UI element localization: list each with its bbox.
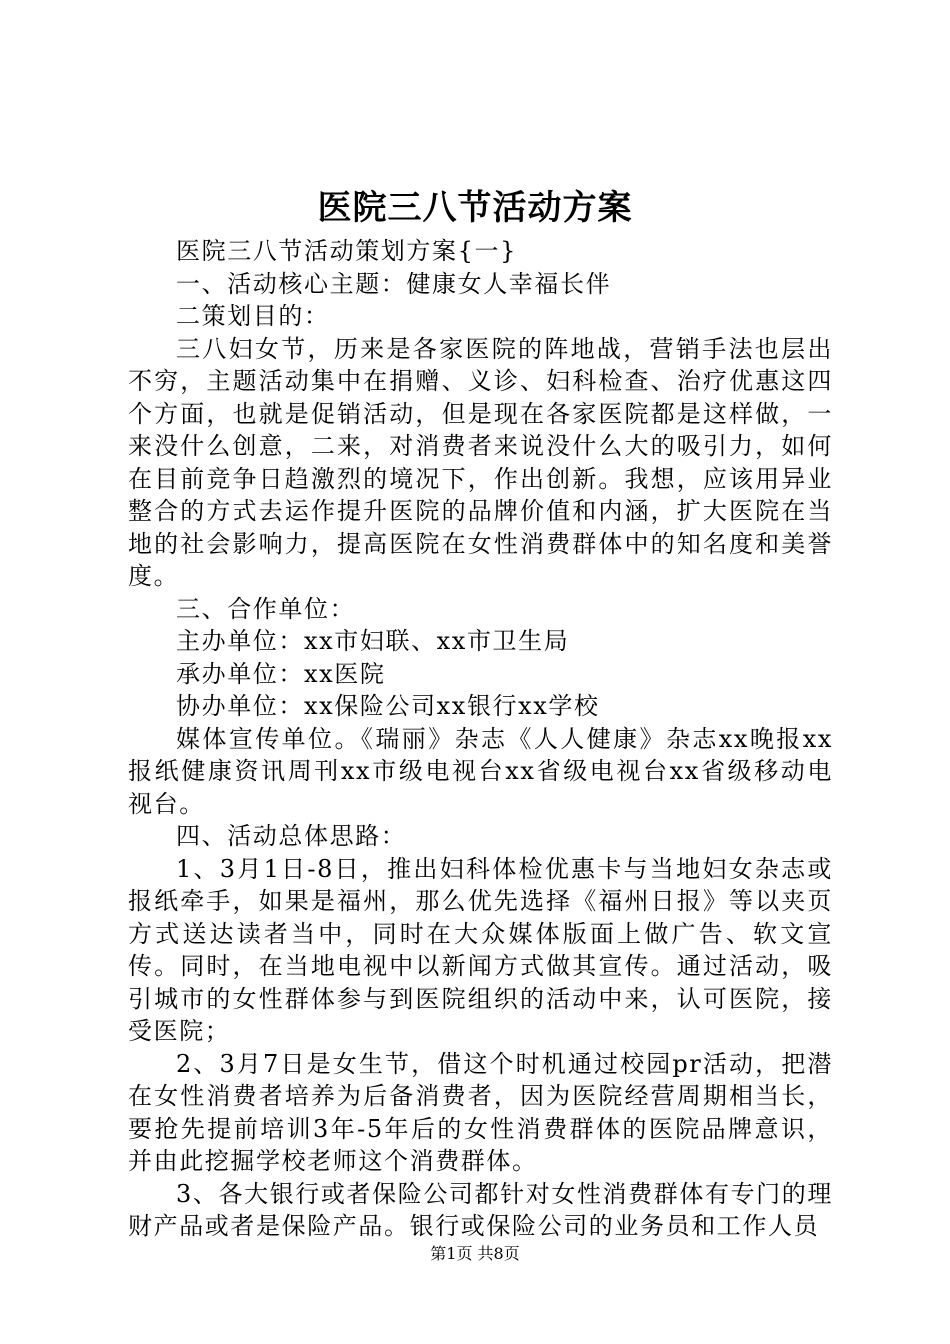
paragraph-media: 媒体宣传单位。《瑞丽》杂志《人人健康》杂志xx晚报xx报纸健康资讯周刊xx市级电视台xx省级电视台xx省级移动电视台。 [128, 724, 833, 818]
paragraph-co-organizer: 协办单位：xx保险公司xx银行xx学校 [176, 692, 600, 720]
paragraph-organizer: 主办单位：xx市妇联、xx市卫生局 [176, 627, 570, 655]
paragraph-approach-item-3: 3、各大银行或者保险公司都针对女性消费群体有专门的理财产品或者是保险产品。银行或保险公司的业务员和工作人员 [128, 1179, 833, 1240]
paragraph-host: 承办单位：xx医院 [176, 659, 386, 688]
paragraph-partners-heading: 三、合作单位： [176, 594, 356, 623]
document-title: 医院三八节活动方案 [317, 188, 633, 228]
paragraph-approach-item-2: 2、3月7日是女生节，借这个时机通过校园pr活动，把潜在女性消费者培养为后备消费者，因为医院经营周期相当长，要抢先提前培训3年-5年后的女性消费群体的医院品牌意识，并由此挖掘学校老师这个消费群体。 [128, 1049, 833, 1175]
paragraph-core-theme: 一、活动核心主题：健康女人幸福长伴 [176, 269, 612, 298]
paragraph-purpose-heading: 二策划目的： [176, 302, 330, 330]
paragraph-plan-heading: 医院三八节活动策划方案{一} [176, 237, 517, 265]
page-footer: 第1页 共8页 [430, 1244, 520, 1263]
document-body [128, 235, 833, 1243]
paragraph-approach-heading: 四、活动总体思路： [176, 822, 407, 850]
paragraph-approach-item-1: 1、3月1日-8日，推出妇科体检优惠卡与当地妇女杂志或报纸牵手，如果是福州，那么优先选择《福州日报》等以夹页方式送达读者当中，同时在大众媒体版面上做广告、软文宣传。同时，在当地电视中以新闻方式做其宣传。通过活动，吸引城市的女性群体参与到医院组织的活动中来，认可医院，接受医院； [128, 854, 833, 1045]
paragraph-purpose-text: 三八妇女节，历来是各家医院的阵地战，营销手法也层出不穷，主题活动集中在捐赠、义诊、妇科检查、治疗优惠这四个方面，也就是促销活动，但是现在各家医院都是这样做，一来没什么创意，二来，对消费者来说没什么大的吸引力，如何在目前竞争日趋激烈的境况下，作出创新。我想，应该用异业整合的方式去运作提升医院的品牌价值和内涵，扩大医院在当地的社会影响力，提高医院在女性消费群体中的知名度和美誉度。 [128, 334, 833, 590]
